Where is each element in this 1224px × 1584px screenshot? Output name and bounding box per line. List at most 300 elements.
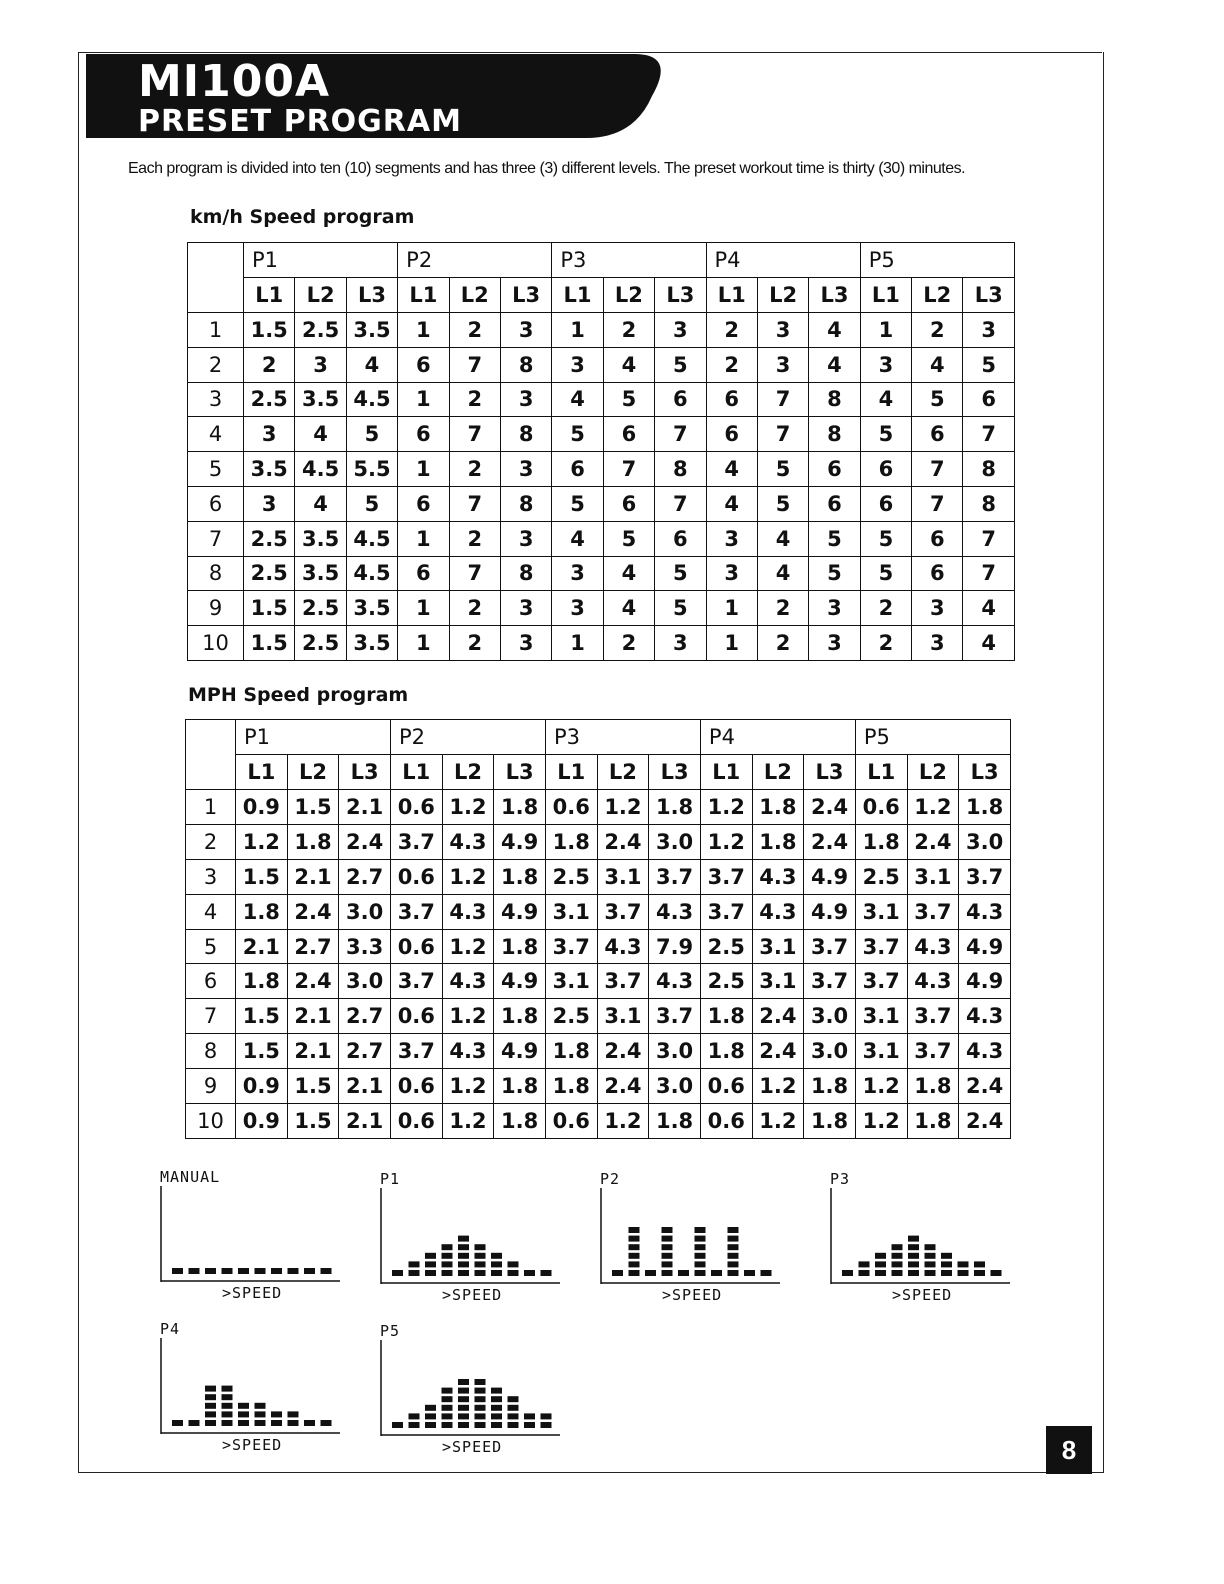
speed-cell: 4.9 (804, 894, 856, 929)
speed-cell: 2.5 (295, 313, 346, 348)
profile-bar-block (491, 1388, 502, 1394)
profile-bar-block (508, 1270, 519, 1276)
speed-cell: 6 (398, 347, 449, 382)
speed-cell: 1 (398, 591, 449, 626)
speed-cell: 3.0 (959, 824, 1011, 859)
level-header: L3 (649, 755, 701, 790)
speed-cell: 1.8 (959, 790, 1011, 825)
speed-cell: 4.9 (494, 894, 546, 929)
speed-cell: 7 (449, 556, 500, 591)
profile-bar-block (662, 1236, 673, 1242)
profile-bar-block (491, 1422, 502, 1428)
speed-cell: 6 (552, 452, 603, 487)
speed-cell: 1.5 (236, 859, 288, 894)
level-header: L1 (552, 278, 603, 313)
profile-bar-block (458, 1244, 469, 1250)
profile-bar-block (491, 1253, 502, 1259)
profile-bar-block (524, 1270, 535, 1276)
speed-cell: 2 (603, 626, 654, 661)
speed-cell: 4.3 (442, 824, 494, 859)
speed-cell: 0.6 (390, 790, 442, 825)
speed-cell: 3.1 (597, 999, 649, 1034)
profile-label: MANUAL (160, 1168, 221, 1186)
level-header: L3 (500, 278, 551, 313)
speed-cell: 1.8 (494, 1104, 546, 1139)
profile-label: P2 (600, 1170, 621, 1188)
profile-bar-block (662, 1244, 673, 1250)
table-row (188, 382, 1015, 417)
speed-cell: 0.9 (236, 1104, 288, 1139)
speed-cell: 6 (603, 486, 654, 521)
profile-bar-block (541, 1413, 552, 1419)
profile-bar-block (908, 1253, 919, 1259)
profile-bar-block (925, 1261, 936, 1267)
profile-diagram (600, 1170, 785, 1310)
model-title: MI100A (138, 56, 331, 107)
profile-bar-block (728, 1261, 739, 1267)
profile-bar-block (255, 1411, 266, 1417)
speed-cell: 4 (603, 591, 654, 626)
segment-number: 9 (186, 1069, 236, 1104)
profile-bar-block (475, 1253, 486, 1259)
profile-bar-block (974, 1261, 985, 1267)
profile-bar-block (695, 1253, 706, 1259)
program-header: P1 (244, 243, 398, 278)
speed-cell: 1.2 (442, 929, 494, 964)
profile-bar-block (475, 1396, 486, 1402)
speed-cell: 3 (500, 521, 551, 556)
profile-bar-block (629, 1270, 640, 1276)
speed-cell: 3.1 (855, 999, 907, 1034)
speed-cell: 8 (500, 486, 551, 521)
speed-cell: 5 (552, 486, 603, 521)
speed-cell: 1.8 (545, 1069, 597, 1104)
profile-bar-block (425, 1413, 436, 1419)
speed-cell: 0.6 (390, 1104, 442, 1139)
profile-bar-block (189, 1420, 200, 1426)
speed-axis-label: >SPEED (442, 1286, 503, 1304)
speed-cell: 3.7 (390, 1034, 442, 1069)
speed-cell: 2.4 (959, 1069, 1011, 1104)
speed-cell: 3.5 (244, 452, 295, 487)
speed-cell: 3 (912, 626, 963, 661)
speed-cell: 5 (757, 486, 808, 521)
speed-cell: 5.5 (346, 452, 397, 487)
profile-bar-block (304, 1268, 315, 1274)
level-header: L3 (959, 755, 1011, 790)
speed-cell: 1.8 (494, 1069, 546, 1104)
profile-bar-block (205, 1411, 216, 1417)
segment-number: 4 (186, 894, 236, 929)
speed-cell: 2.5 (855, 859, 907, 894)
level-header: L1 (700, 755, 752, 790)
speed-cell: 4.3 (959, 894, 1011, 929)
segment-number: 6 (186, 964, 236, 999)
program-header: P3 (552, 243, 706, 278)
profile-bar-block (409, 1261, 420, 1267)
profile-bar-block (695, 1270, 706, 1276)
speed-cell: 2.7 (339, 1034, 391, 1069)
speed-cell: 3 (757, 313, 808, 348)
speed-cell: 8 (963, 486, 1015, 521)
speed-cell: 4.5 (346, 556, 397, 591)
speed-cell: 4.3 (649, 894, 701, 929)
speed-cell: 3 (552, 556, 603, 591)
speed-cell: 4.3 (959, 1034, 1011, 1069)
speed-cell: 1.8 (494, 859, 546, 894)
speed-cell: 2 (449, 382, 500, 417)
profile-bar-block (425, 1422, 436, 1428)
speed-cell: 4 (809, 347, 860, 382)
speed-cell: 3.0 (804, 999, 856, 1034)
profile-bar-block (859, 1261, 870, 1267)
speed-cell: 8 (809, 382, 860, 417)
program-header: P5 (855, 720, 1010, 755)
profile-diagram (160, 1168, 345, 1308)
profile-bar-block (205, 1403, 216, 1409)
speed-cell: 2 (244, 347, 295, 382)
profile-bar-block (859, 1270, 870, 1276)
segment-number: 8 (186, 1034, 236, 1069)
speed-cell: 5 (757, 452, 808, 487)
profile-bar-block (524, 1422, 535, 1428)
profile-bar-block (222, 1411, 233, 1417)
profile-bar-block (645, 1270, 656, 1276)
level-header: L2 (449, 278, 500, 313)
speed-cell: 3.7 (545, 929, 597, 964)
speed-cell: 2.5 (545, 999, 597, 1034)
profile-bar-block (238, 1403, 249, 1409)
profile-bar-block (892, 1270, 903, 1276)
speed-cell: 1.8 (907, 1104, 959, 1139)
segment-number: 6 (188, 486, 244, 521)
speed-cell: 8 (500, 556, 551, 591)
level-header: L3 (339, 755, 391, 790)
profile-bar-block (728, 1227, 739, 1233)
profile-bar-block (255, 1268, 266, 1274)
profile-bar-block (491, 1270, 502, 1276)
profile-bar-block (321, 1268, 332, 1274)
profile-chart (380, 1336, 565, 1436)
profile-bar-block (392, 1270, 403, 1276)
segment-number: 9 (188, 591, 244, 626)
level-header: L3 (804, 755, 856, 790)
speed-cell: 2 (757, 626, 808, 661)
segment-number: 8 (188, 556, 244, 591)
speed-cell: 2 (449, 626, 500, 661)
speed-cell: 6 (809, 486, 860, 521)
level-header: L2 (597, 755, 649, 790)
speed-cell: 4.5 (346, 382, 397, 417)
speed-cell: 1.5 (244, 626, 295, 661)
segment-number: 2 (186, 824, 236, 859)
speed-cell: 3 (500, 626, 551, 661)
level-header: L2 (287, 755, 339, 790)
speed-cell: 0.6 (545, 1104, 597, 1139)
speed-axis-label: >SPEED (222, 1436, 283, 1454)
speed-cell: 5 (603, 382, 654, 417)
speed-cell: 2.4 (752, 1034, 804, 1069)
profile-bar-block (442, 1388, 453, 1394)
speed-cell: 3 (295, 347, 346, 382)
speed-cell: 0.6 (390, 929, 442, 964)
segment-number: 7 (188, 521, 244, 556)
speed-cell: 7 (912, 486, 963, 521)
speed-cell: 3.1 (545, 964, 597, 999)
profile-bar-block (475, 1261, 486, 1267)
speed-cell: 3.5 (346, 591, 397, 626)
profile-bar-block (271, 1420, 282, 1426)
level-header: L2 (442, 755, 494, 790)
mph-section-title: MPH Speed program (188, 684, 409, 706)
speed-cell: 1.2 (752, 1069, 804, 1104)
profile-bar-block (711, 1270, 722, 1276)
speed-cell: 3.0 (649, 824, 701, 859)
speed-cell: 1.8 (855, 824, 907, 859)
table-row (186, 1034, 1011, 1069)
profile-bar-block (442, 1253, 453, 1259)
kmh-speed-table (187, 242, 1015, 661)
speed-cell: 1.8 (236, 894, 288, 929)
speed-cell: 3 (655, 313, 706, 348)
speed-cell: 5 (912, 382, 963, 417)
speed-cell: 5 (809, 556, 860, 591)
corner-cell (186, 720, 236, 790)
speed-cell: 1.8 (907, 1069, 959, 1104)
speed-cell: 1.5 (244, 313, 295, 348)
table-row (186, 999, 1011, 1034)
profile-bar-block (271, 1411, 282, 1417)
speed-cell: 2.4 (804, 824, 856, 859)
level-header: L2 (603, 278, 654, 313)
speed-cell: 4.3 (649, 964, 701, 999)
speed-cell: 1.8 (494, 929, 546, 964)
profile-bar-block (908, 1236, 919, 1242)
speed-cell: 3.5 (346, 626, 397, 661)
speed-cell: 2.5 (244, 521, 295, 556)
speed-cell: 6 (398, 417, 449, 452)
speed-cell: 4.3 (442, 1034, 494, 1069)
profile-bar-block (458, 1261, 469, 1267)
speed-cell: 0.6 (700, 1069, 752, 1104)
speed-cell: 2.4 (597, 824, 649, 859)
profile-bar-block (695, 1227, 706, 1233)
speed-cell: 5 (963, 347, 1015, 382)
speed-cell: 4.3 (442, 894, 494, 929)
speed-cell: 3.7 (907, 999, 959, 1034)
profile-bar-block (458, 1413, 469, 1419)
profile-diagram (380, 1170, 565, 1310)
profile-bar-block (908, 1244, 919, 1250)
segment-number: 10 (188, 626, 244, 661)
profile-bar-block (425, 1405, 436, 1411)
level-header: L2 (907, 755, 959, 790)
table-row (188, 486, 1015, 521)
speed-cell: 3.1 (545, 894, 597, 929)
profile-bar-block (425, 1253, 436, 1259)
segment-number: 2 (188, 347, 244, 382)
profile-diagram (830, 1170, 1015, 1310)
profile-bar-block (892, 1261, 903, 1267)
profile-bar-block (728, 1236, 739, 1242)
speed-cell: 5 (346, 417, 397, 452)
speed-cell: 4.3 (907, 929, 959, 964)
profile-bar-block (941, 1253, 952, 1259)
speed-cell: 0.6 (390, 859, 442, 894)
profile-bar-block (205, 1420, 216, 1426)
profile-bar-block (925, 1270, 936, 1276)
profile-bar-block (875, 1253, 886, 1259)
speed-cell: 3 (500, 452, 551, 487)
profile-bar-block (941, 1270, 952, 1276)
speed-cell: 3.0 (339, 894, 391, 929)
profile-bar-block (222, 1386, 233, 1392)
speed-cell: 1 (398, 313, 449, 348)
speed-cell: 1.2 (700, 824, 752, 859)
speed-cell: 0.6 (545, 790, 597, 825)
speed-cell: 2.1 (236, 929, 288, 964)
profile-bar-block (991, 1270, 1002, 1276)
speed-cell: 1 (860, 313, 911, 348)
speed-cell: 1.2 (597, 790, 649, 825)
speed-cell: 4 (860, 382, 911, 417)
segment-number: 5 (186, 929, 236, 964)
speed-cell: 5 (346, 486, 397, 521)
speed-cell: 3 (244, 486, 295, 521)
table-row (186, 964, 1011, 999)
speed-cell: 3.1 (907, 859, 959, 894)
speed-cell: 1.2 (442, 790, 494, 825)
speed-cell: 3 (860, 347, 911, 382)
speed-cell: 2.4 (597, 1069, 649, 1104)
speed-cell: 1 (398, 382, 449, 417)
profile-bar-block (908, 1261, 919, 1267)
profile-bar-block (442, 1422, 453, 1428)
profile-bar-block (662, 1253, 673, 1259)
speed-cell: 2.4 (959, 1104, 1011, 1139)
table-row (188, 591, 1015, 626)
speed-cell: 3.5 (295, 556, 346, 591)
speed-cell: 7 (757, 417, 808, 452)
speed-cell: 2.7 (287, 929, 339, 964)
speed-cell: 3.7 (855, 964, 907, 999)
profile-bar-block (458, 1236, 469, 1242)
speed-cell: 4.3 (907, 964, 959, 999)
speed-cell: 4 (963, 591, 1015, 626)
speed-cell: 3.0 (804, 1034, 856, 1069)
profile-bar-block (475, 1244, 486, 1250)
profile-bar-block (205, 1268, 216, 1274)
profile-bar-block (728, 1270, 739, 1276)
table-row (186, 1069, 1011, 1104)
corner-cell (188, 243, 244, 313)
speed-cell: 3 (552, 347, 603, 382)
speed-cell: 5 (860, 521, 911, 556)
speed-cell: 6 (809, 452, 860, 487)
speed-cell: 4.9 (804, 859, 856, 894)
speed-cell: 4.9 (494, 1034, 546, 1069)
profile-bar-block (491, 1261, 502, 1267)
speed-cell: 6 (603, 417, 654, 452)
speed-cell: 1.8 (545, 824, 597, 859)
speed-cell: 3.3 (339, 929, 391, 964)
speed-cell: 2 (449, 521, 500, 556)
profile-bar-block (629, 1253, 640, 1259)
speed-cell: 6 (860, 452, 911, 487)
speed-cell: 0.6 (700, 1104, 752, 1139)
profile-bar-block (662, 1270, 673, 1276)
speed-cell: 4.3 (959, 999, 1011, 1034)
speed-cell: 2.5 (244, 382, 295, 417)
profile-bar-block (491, 1396, 502, 1402)
profile-bar-block (442, 1270, 453, 1276)
profile-chart (160, 1334, 345, 1434)
speed-cell: 3.0 (339, 964, 391, 999)
speed-cell: 2.5 (295, 626, 346, 661)
speed-cell: 3.7 (597, 964, 649, 999)
speed-cell: 7 (963, 521, 1015, 556)
speed-cell: 2.7 (339, 859, 391, 894)
speed-cell: 3 (706, 556, 757, 591)
profile-bar-block (222, 1394, 233, 1400)
program-header: P4 (700, 720, 855, 755)
segment-number: 1 (188, 313, 244, 348)
table-row (188, 452, 1015, 487)
speed-cell: 2.1 (339, 1069, 391, 1104)
speed-cell: 7 (603, 452, 654, 487)
speed-cell: 2.5 (244, 556, 295, 591)
speed-cell: 2 (449, 313, 500, 348)
speed-cell: 7 (757, 382, 808, 417)
speed-cell: 3.7 (390, 964, 442, 999)
speed-cell: 1.8 (649, 1104, 701, 1139)
speed-cell: 4 (295, 486, 346, 521)
profile-bar-block (508, 1396, 519, 1402)
profile-bar-block (629, 1236, 640, 1242)
speed-cell: 4 (963, 626, 1015, 661)
speed-cell: 2.1 (339, 790, 391, 825)
speed-cell: 6 (398, 486, 449, 521)
program-header: P2 (398, 243, 552, 278)
page-number: 8 (1046, 1426, 1092, 1474)
speed-cell: 0.9 (236, 790, 288, 825)
speed-cell: 1.8 (752, 824, 804, 859)
program-header: P2 (390, 720, 545, 755)
speed-cell: 1.5 (236, 1034, 288, 1069)
profile-bar-block (728, 1253, 739, 1259)
speed-cell: 4.9 (494, 824, 546, 859)
speed-cell: 4.5 (295, 452, 346, 487)
table-row (188, 347, 1015, 382)
speed-cell: 7 (912, 452, 963, 487)
speed-cell: 3 (500, 382, 551, 417)
profile-bar-block (222, 1403, 233, 1409)
speed-cell: 3.7 (390, 894, 442, 929)
speed-cell: 2 (706, 313, 757, 348)
speed-cell: 1 (706, 591, 757, 626)
profile-bar-block (508, 1405, 519, 1411)
level-header: L2 (295, 278, 346, 313)
speed-cell: 5 (809, 521, 860, 556)
speed-cell: 7 (449, 417, 500, 452)
speed-cell: 1.5 (287, 1069, 339, 1104)
profile-bar-block (875, 1261, 886, 1267)
profile-bar-block (288, 1420, 299, 1426)
speed-cell: 4 (809, 313, 860, 348)
speed-cell: 4 (295, 417, 346, 452)
speed-cell: 7 (963, 556, 1015, 591)
level-header: L3 (809, 278, 860, 313)
